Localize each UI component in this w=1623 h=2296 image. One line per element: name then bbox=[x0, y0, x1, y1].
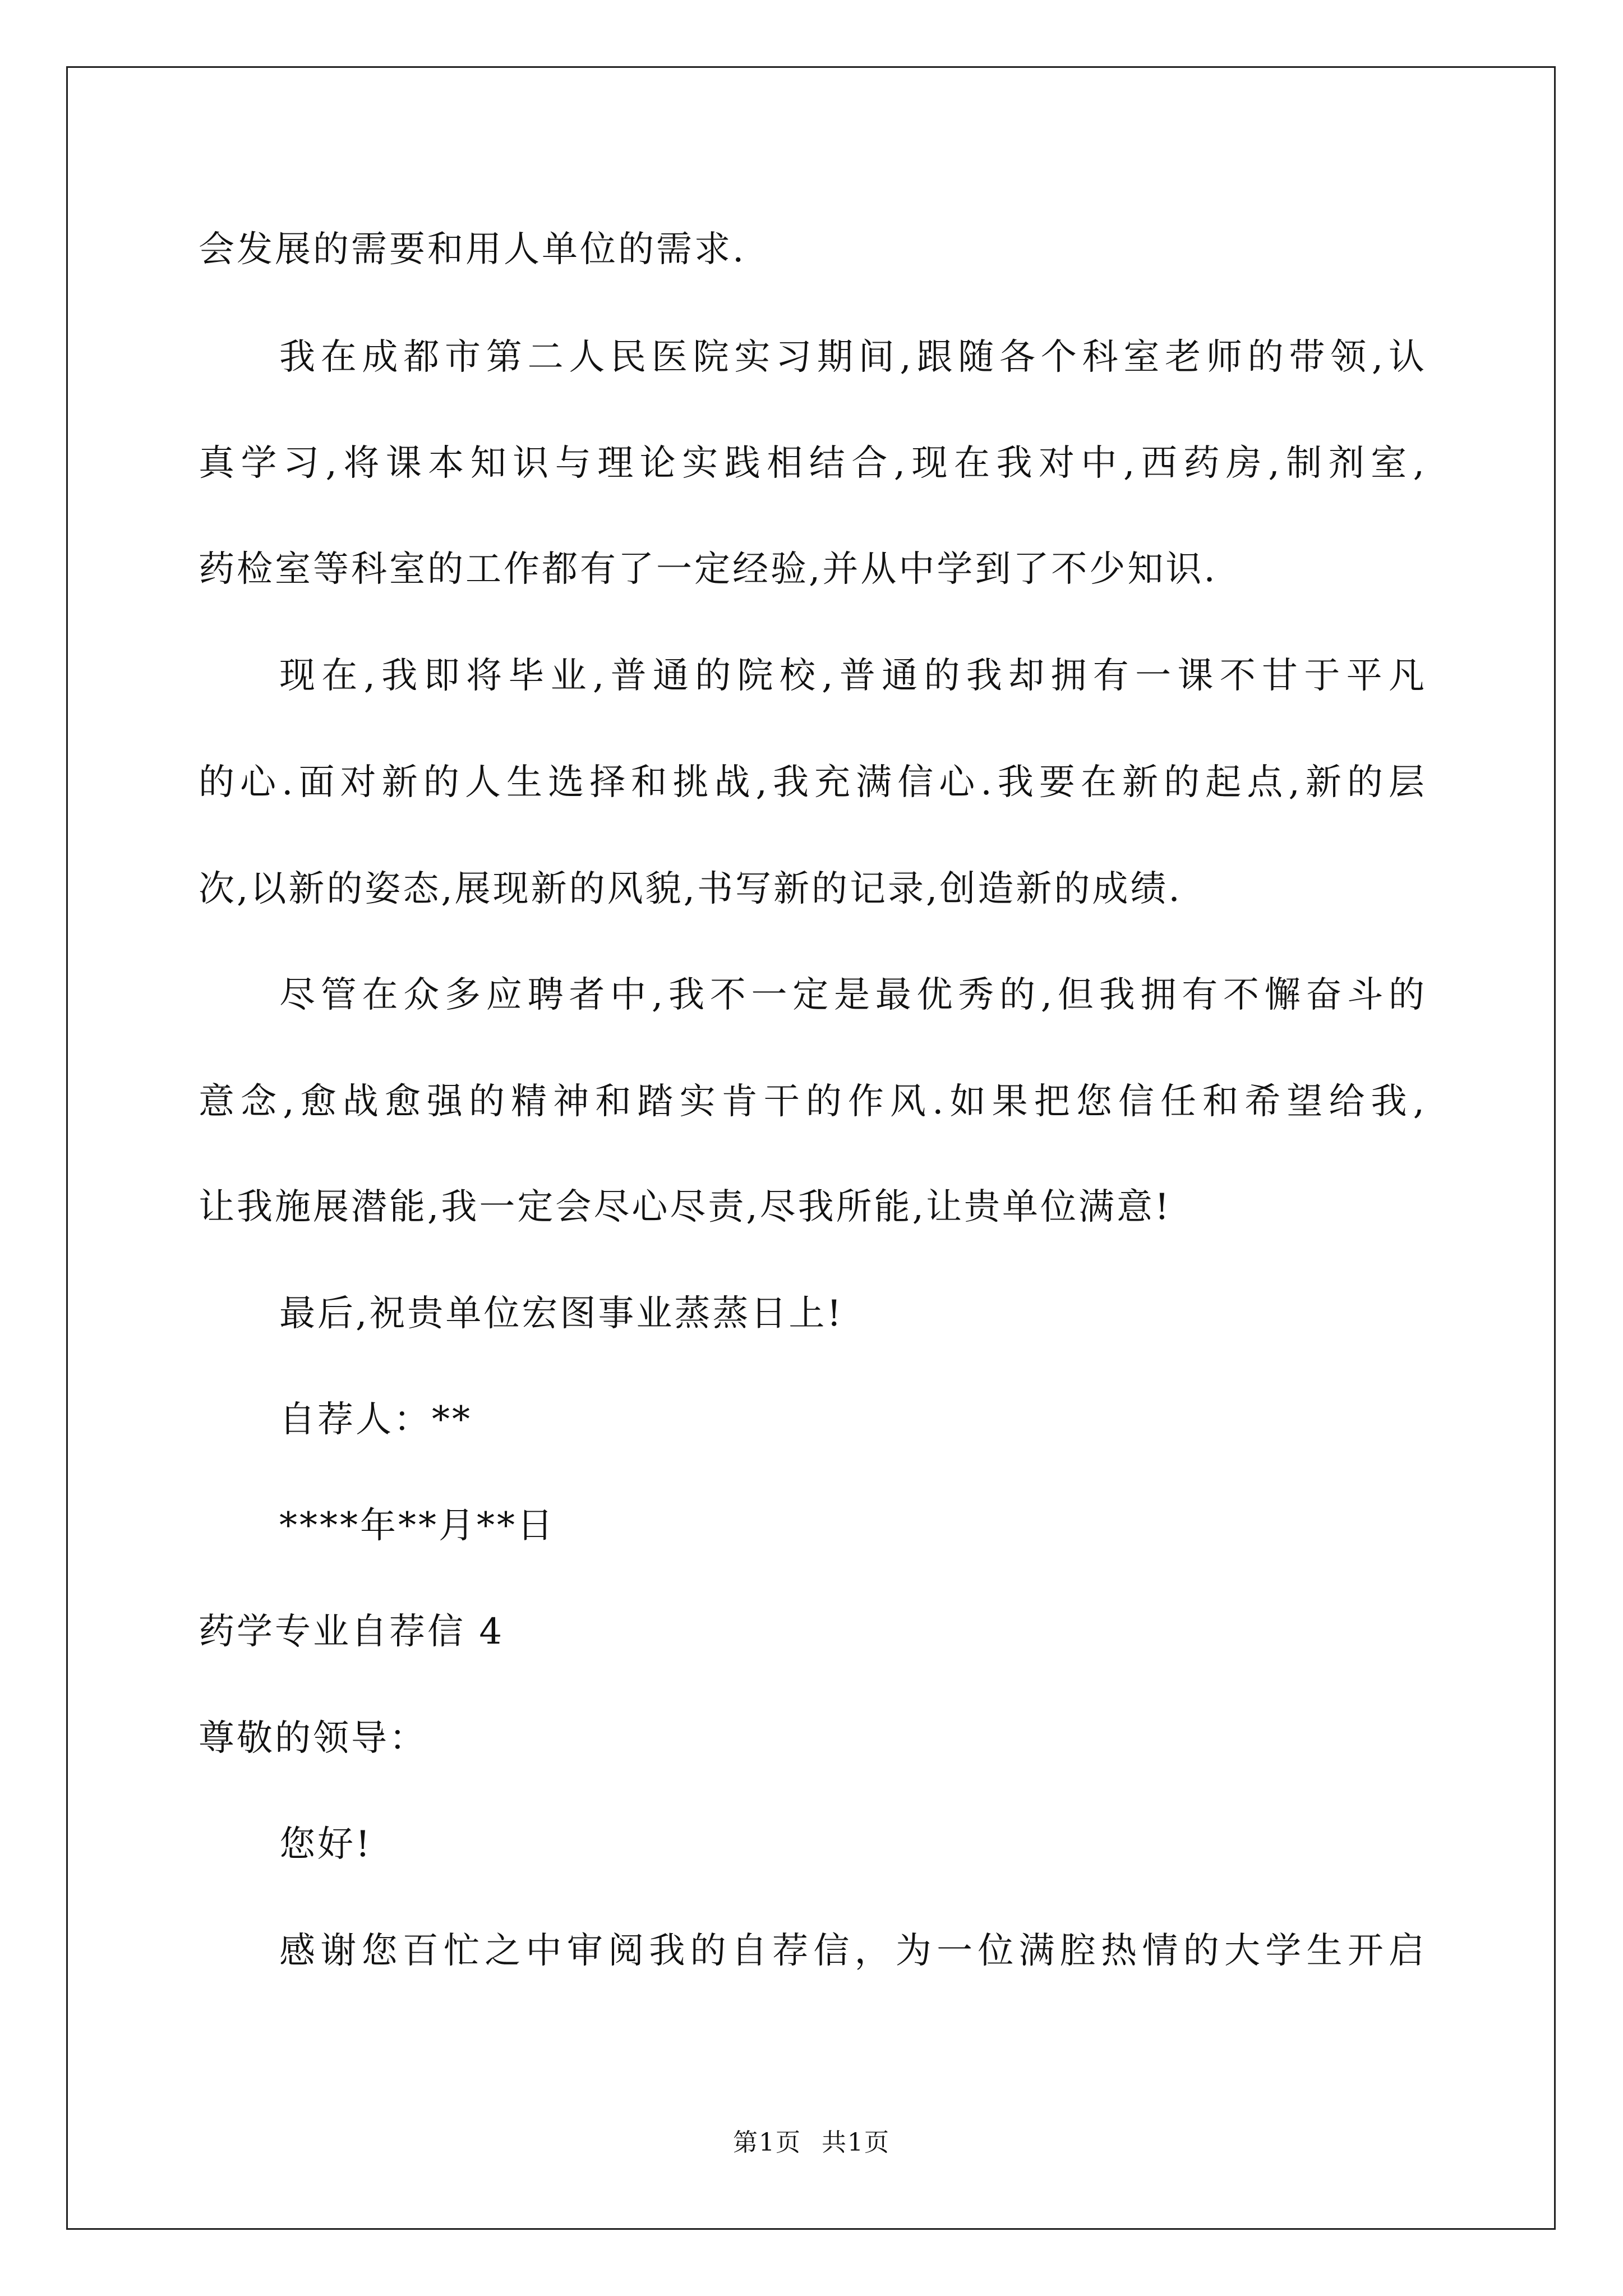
signature-line: 自荐人：** bbox=[279, 1399, 472, 1441]
text-line-9: 意念,愈战愈强的精神和踏实肯干的作风.如果把您信任和希望给我, bbox=[199, 1081, 1427, 1122]
text-line-5: 现在,我即将毕业,普通的院校,普通的我却拥有一课不甘于平凡 bbox=[279, 655, 1427, 697]
page-border bbox=[66, 66, 1556, 2230]
text-line-1: 会发展的需要和用人单位的需求. bbox=[199, 229, 746, 270]
text-line-2: 我在成都市第二人民医院实习期间,跟随各个科室老师的带领,认 bbox=[279, 337, 1427, 378]
salutation: 尊敬的领导： bbox=[199, 1718, 427, 1759]
text-line-8: 尽管在众多应聘者中,我不一定是最优秀的,但我拥有不懈奋斗的 bbox=[279, 974, 1427, 1016]
page-footer: 第1页 共1页 bbox=[733, 2128, 890, 2157]
text-line-4: 药检室等科室的工作都有了一定经验,并从中学到了不少知识. bbox=[199, 549, 1218, 590]
section-title: 药学专业自荐信 4 bbox=[199, 1611, 505, 1653]
text-line-11: 最后,祝贵单位宏图事业蒸蒸日上! bbox=[279, 1293, 844, 1335]
greeting: 您好! bbox=[279, 1824, 372, 1865]
text-line-7: 次,以新的姿态,展现新的风貌,书写新的记录,创造新的成绩. bbox=[199, 868, 1182, 910]
date-line: ****年**月**日 bbox=[279, 1505, 555, 1547]
text-line-6: 的心.面对新的人生选择和挑战,我充满信心.我要在新的起点,新的层 bbox=[199, 762, 1427, 803]
text-line-10: 让我施展潜能,我一定会尽心尽责,尽我所能,让贵单位满意! bbox=[199, 1186, 1172, 1228]
text-line-3: 真学习,将课本知识与理论实践相结合,现在我对中,西药房,制剂室, bbox=[199, 443, 1427, 484]
text-line-17: 感谢您百忙之中审阅我的自荐信，为一位满腔热情的大学生开启 bbox=[279, 1930, 1427, 1972]
